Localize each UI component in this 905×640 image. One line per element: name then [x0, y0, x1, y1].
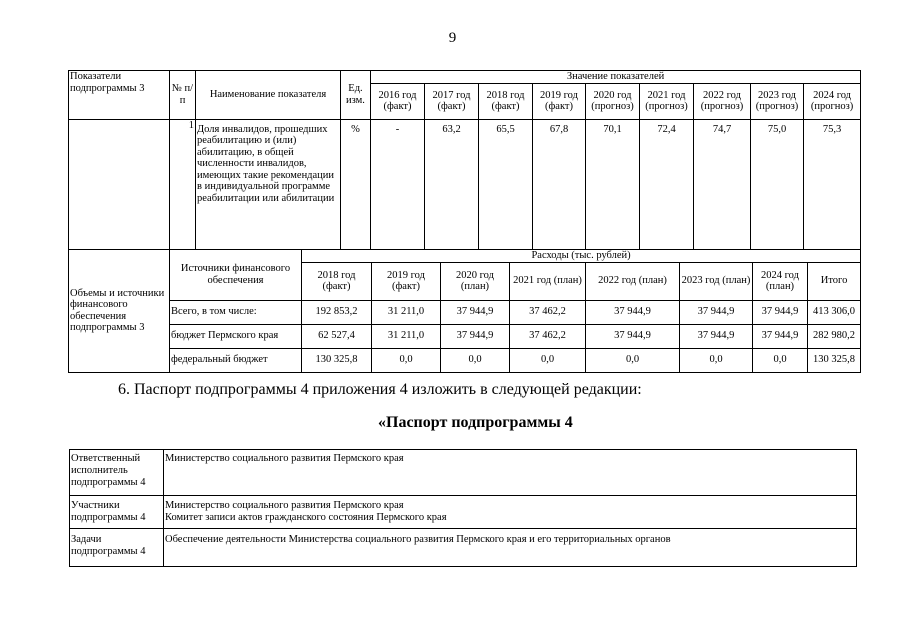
passport-value: Министерство социального развития Пермского края — [164, 450, 857, 496]
indicator-unit: % — [341, 119, 371, 249]
finance-value: 0,0 — [441, 348, 510, 372]
col-name-header: Наименование показателя — [196, 71, 341, 120]
finance-value: 37 944,9 — [753, 300, 808, 324]
indicator-name: Доля инвалидов, прошедших реабилитацию и (или) абилитацию, в общей численности инвалидов, имеющих такие рекомендации в индивидуальной программе реабилитации или абилитации — [196, 119, 341, 249]
passport-label: Задачи подпрограммы 4 — [70, 529, 164, 567]
col-num-header: № п/п — [170, 71, 196, 120]
finance-value: 413 306,0 — [808, 300, 861, 324]
year-header: 2023 год (прогноз) — [751, 83, 804, 119]
finance-value: 37 944,9 — [753, 324, 808, 348]
year-header: 2018 год (факт) — [479, 83, 533, 119]
finance-value: 130 325,8 — [302, 348, 372, 372]
year-header: 2016 год (факт) — [371, 83, 425, 119]
year-header: 2021 год (прогноз) — [640, 83, 694, 119]
finance-year-header: 2021 год (план) — [510, 262, 586, 300]
finance-source: Всего, в том числе: — [170, 300, 302, 324]
finance-value: 37 944,9 — [680, 300, 753, 324]
finance-year-header: 2018 год (факт) — [302, 262, 372, 300]
finance-value: 37 462,2 — [510, 324, 586, 348]
paragraph-6: 6. Паспорт подпрограммы 4 приложения 4 изложить в следующей редакции: — [118, 381, 642, 398]
page-number: 9 — [448, 30, 457, 46]
indicator-value: 75,3 — [804, 119, 861, 249]
finance-year-header: 2024 год (план) — [753, 262, 808, 300]
finance-value: 37 944,9 — [680, 324, 753, 348]
finance-value: 62 527,4 — [302, 324, 372, 348]
indicators-section-label: Показатели подпрограммы 3 — [69, 71, 170, 120]
indicator-value: 70,1 — [586, 119, 640, 249]
finance-year-header: 2023 год (план) — [680, 262, 753, 300]
finance-value: 192 853,2 — [302, 300, 372, 324]
finance-value: 37 944,9 — [586, 300, 680, 324]
col-unit-header: Ед. изм. — [341, 71, 371, 120]
row-num: 1 — [170, 119, 196, 249]
finance-value: 37 944,9 — [441, 324, 510, 348]
finance-value: 0,0 — [372, 348, 441, 372]
year-header: 2022 год (прогноз) — [694, 83, 751, 119]
indicator-value: 65,5 — [479, 119, 533, 249]
passport-title: «Паспорт подпрограммы 4 — [378, 414, 573, 431]
finance-year-header: Итого — [808, 262, 861, 300]
finance-value: 0,0 — [510, 348, 586, 372]
indicators-table — [68, 70, 861, 250]
finance-value: 31 211,0 — [372, 300, 441, 324]
finance-table — [68, 249, 861, 373]
indicator-value: 74,7 — [694, 119, 751, 249]
finance-value: 0,0 — [680, 348, 753, 372]
finance-value: 0,0 — [753, 348, 808, 372]
year-header: 2019 год (факт) — [533, 83, 586, 119]
passport-value: Министерство социального развития Пермского края Комитет записи актов гражданского состояния Пермского края — [164, 496, 857, 529]
passport-label: Ответственный исполнитель подпрограммы 4 — [70, 450, 164, 496]
indicators-section-blank — [69, 119, 170, 249]
indicator-value: - — [371, 119, 425, 249]
year-header: 2017 год (факт) — [425, 83, 479, 119]
finance-value: 282 980,2 — [808, 324, 861, 348]
passport-label: Участники подпрограммы 4 — [70, 496, 164, 529]
finance-value: 37 944,9 — [441, 300, 510, 324]
finance-value: 37 944,9 — [586, 324, 680, 348]
year-header: 2024 год (прогноз) — [804, 83, 861, 119]
indicator-value: 72,4 — [640, 119, 694, 249]
indicator-value: 63,2 — [425, 119, 479, 249]
indicator-value: 67,8 — [533, 119, 586, 249]
expenses-header: Расходы (тыс. рублей) — [302, 250, 861, 263]
finance-section-label: Объемы и источники финансового обеспечения подпрограммы 3 — [69, 250, 170, 373]
finance-source: федеральный бюджет — [170, 348, 302, 372]
passport-table — [69, 449, 857, 567]
finance-value: 31 211,0 — [372, 324, 441, 348]
finance-value: 130 325,8 — [808, 348, 861, 372]
finance-source: бюджет Пермского края — [170, 324, 302, 348]
finance-year-header: 2020 год (план) — [441, 262, 510, 300]
finance-year-header: 2022 год (план) — [586, 262, 680, 300]
finance-value: 0,0 — [586, 348, 680, 372]
values-header: Значение показателей — [371, 71, 861, 84]
indicator-value: 75,0 — [751, 119, 804, 249]
finance-year-header: 2019 год (факт) — [372, 262, 441, 300]
finance-value: 37 462,2 — [510, 300, 586, 324]
col-source-header: Источники финансового обеспечения — [170, 250, 302, 301]
passport-value: Обеспечение деятельности Министерства социального развития Пермского края и его территориальных органов — [164, 529, 857, 567]
year-header: 2020 год (прогноз) — [586, 83, 640, 119]
